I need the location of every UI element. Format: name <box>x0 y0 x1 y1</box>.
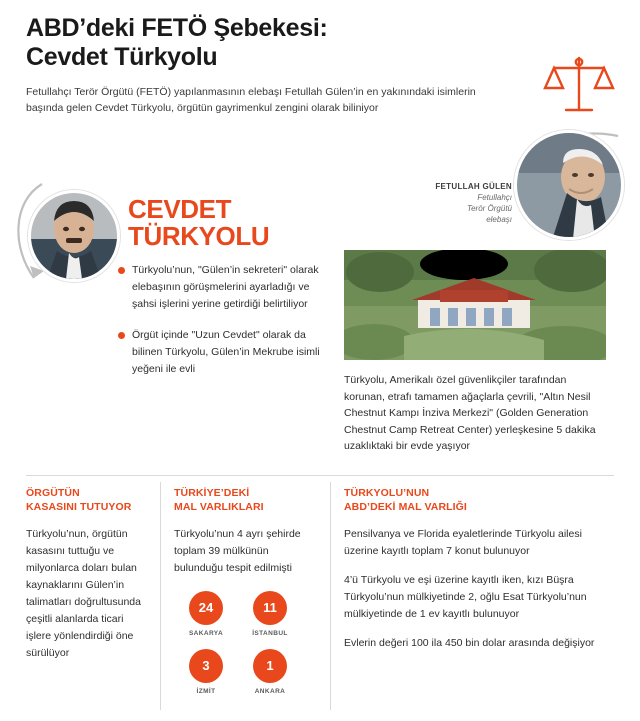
city-count: 24 <box>189 591 223 625</box>
column-paragraph-1: Pensilvanya ve Florida eyaletlerinde Türkyolu ailesi üzerine kayıtlı toplam 7 konut bulunuyor <box>344 528 582 558</box>
column-body <box>344 526 612 652</box>
gulen-name: FETULLAH GÜLEN <box>435 182 512 191</box>
city-item <box>238 591 302 637</box>
column-heading-line-2: ABD’DEKİ MAL VARLIĞI <box>344 500 467 513</box>
city-item <box>174 591 238 637</box>
column-abd-mal-varligi <box>344 487 612 664</box>
city-counts <box>174 591 314 707</box>
column-paragraph-2: 4’ü Türkyolu ve eşi üzerine kayıtlı iken, kızı Büşra Türkyolu’nun mülkiyetinde 2, oğlu Esat Türkyolu’nun mülkiyetinde de 1 ev kayıtlı bulunuyor <box>344 574 587 621</box>
column-heading <box>344 487 612 514</box>
title-line-2: Cevdet Türkyolu <box>26 43 218 71</box>
city-item <box>174 649 238 695</box>
column-heading <box>174 487 314 514</box>
column-orgutun-kasasi <box>26 487 144 662</box>
city-name: İZMİT <box>196 688 216 696</box>
gulen-portrait <box>514 130 624 240</box>
city-item <box>238 649 302 695</box>
column-heading-line-2: MAL VARLIKLARI <box>174 500 264 513</box>
cevdet-name <box>128 196 269 249</box>
scales-of-justice-icon <box>540 48 618 126</box>
horizontal-divider <box>26 475 614 476</box>
cevdet-bullet-list <box>118 262 320 392</box>
vertical-divider-1 <box>160 482 161 710</box>
column-paragraph-3: Evlerin değeri 100 ila 450 bin dolar arasında değişiyor <box>344 637 595 650</box>
retreat-center-caption: Türkyolu, Amerikalı özel güvenlikçiler tarafından korunan, etrafı tamamen ağaçlarla çevrili, "Altın Nesil Chestnut Kampı İnziva Merkezi" (Golden Generation Chestnut Camp Retreat Center) yerleşkesine 5 dakika uzaklıktaki bir evde yaşıyor <box>344 374 596 453</box>
deck-paragraph: Fetullahçı Terör Örgütü (FETÖ) yapılanmasının elebaşı Fetullah Gülen’in en yakınındaki isimlerin başında gelen Cevdet Türkyolu, örgütün gayrimenkul zengini olarak biliniyor <box>26 86 476 115</box>
gulen-role-line-1: Fetullahçı <box>477 193 512 202</box>
title-line-1: ABD’deki FETÖ Şebekesi: <box>26 14 328 42</box>
column-heading-line-1: ÖRGÜTÜN <box>26 487 80 499</box>
city-count: 11 <box>253 591 287 625</box>
city-count: 3 <box>189 649 223 683</box>
city-count: 1 <box>253 649 287 683</box>
column-heading-line-2: KASASINI TUTUYOR <box>26 500 132 513</box>
column-body: Türkyolu’nun, örgütün kasasını tuttuğu ve milyonlarca doları bulan kaynaklarını Gülen’in talimatları doğrultusunda çeşitli alanlarda ticari işlere yönlendirdiği öne sürülüyor <box>26 528 141 660</box>
city-name: ANKARA <box>254 688 286 696</box>
cevdet-name-line-2: TÜRKYOLU <box>128 220 270 251</box>
column-heading-line-1: TÜRKİYE’DEKİ <box>174 487 250 499</box>
city-name: İSTANBUL <box>252 630 288 638</box>
cevdet-name-line-1: CEVDET <box>128 194 232 224</box>
column-body: Türkyolu’nun 4 ayrı şehirde toplam 39 mülkünün bulunduğu tespit edilmişti <box>174 528 301 575</box>
gulen-role-line-3: elebaşı <box>486 214 512 224</box>
column-turkiye-mal-varliklari <box>174 487 314 707</box>
list-item: Türkyolu’nun, "Gülen’in sekreteri" olarak elebaşının görüşmelerini ayarladığı ve şahsi işlerini yerine getirdiği belirtiliyor <box>118 262 320 313</box>
cevdet-portrait <box>28 190 120 282</box>
vertical-divider-2 <box>330 482 331 710</box>
column-heading-line-1: TÜRKYOLU’NUN <box>344 487 430 499</box>
page-title <box>26 14 496 72</box>
list-item: Örgüt içinde "Uzun Cevdet" olarak da bilinen Türkyolu, Gülen’in Mekrube isimli yeğeni ile evli <box>118 327 320 378</box>
column-heading <box>26 487 144 514</box>
gulen-role-line-2: Terör Örgütü <box>466 203 512 213</box>
gulen-caption <box>412 182 512 225</box>
retreat-center-photo <box>344 250 606 360</box>
city-name: SAKARYA <box>188 630 224 638</box>
